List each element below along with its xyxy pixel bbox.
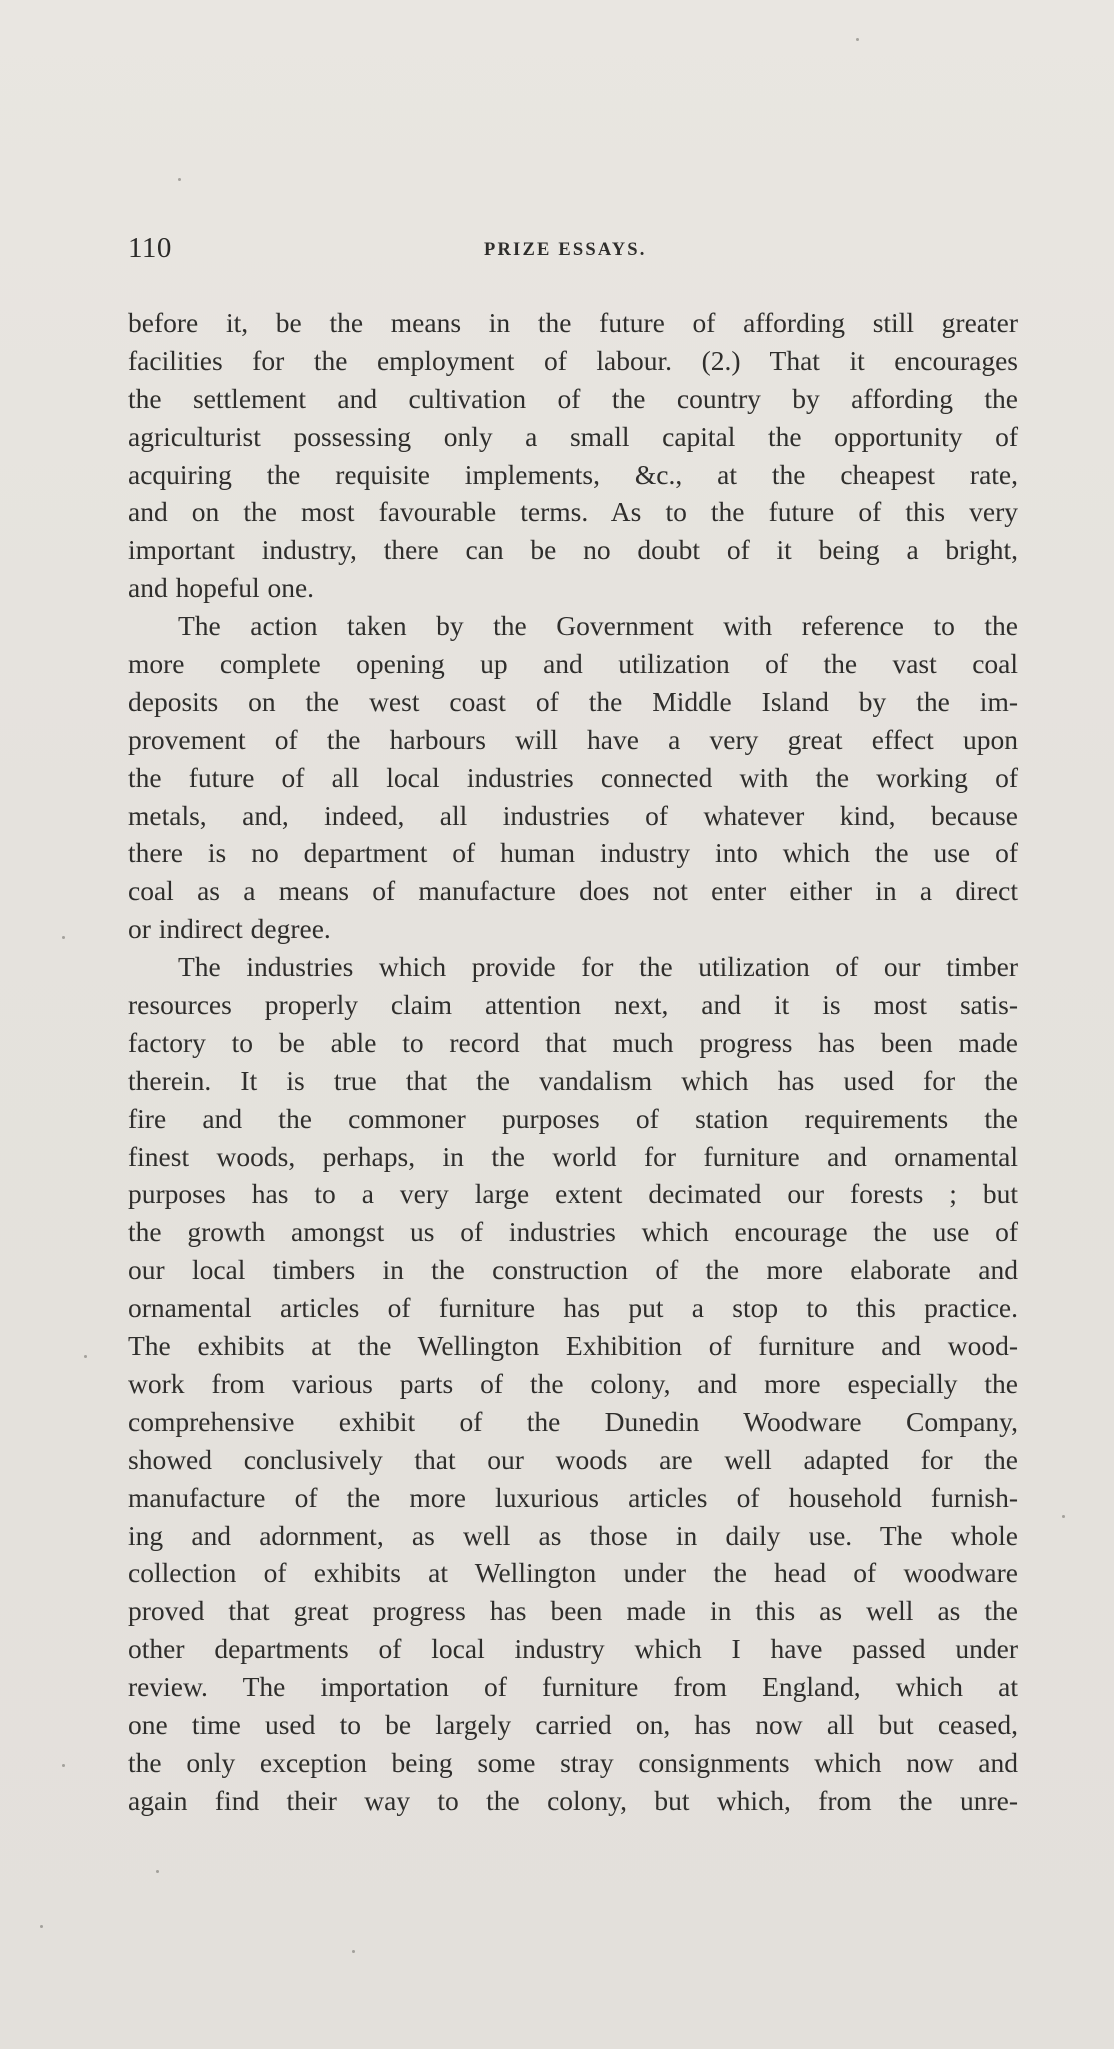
text-line: coal as a means of manufacture does not enter either in a direct: [128, 875, 1018, 907]
text-line: more complete opening up and utilization of the vast coal: [128, 648, 1018, 680]
text-line: and on the most favourable terms. As to the future of this very: [128, 496, 1018, 528]
page-header: [128, 232, 1018, 272]
text-line: the only exception being some stray consignments which now and: [128, 1746, 1018, 1778]
text-line: important industry, there can be no doubt of it being a bright,: [128, 534, 1018, 566]
text-line: our local timbers in the construction of the more elaborate and: [128, 1254, 1018, 1286]
paper-speck: [1062, 1515, 1065, 1518]
text-line: ing and adornment, as well as those in daily use. The whole: [128, 1519, 1018, 1551]
text-line: facilities for the employment of labour. (2.) That it encourages: [128, 344, 1018, 376]
paper-speck: [62, 1764, 65, 1767]
text-line: factory to be able to record that much progress has been made: [128, 1026, 1018, 1058]
text-line: work from various parts of the colony, and more especially the: [128, 1367, 1018, 1399]
text-line: showed conclusively that our woods are well adapted for the: [128, 1443, 1018, 1475]
paper-speck: [40, 1925, 43, 1928]
text-line: metals, and, indeed, all industries of whatever kind, because: [128, 799, 1018, 831]
text-line: finest woods, perhaps, in the world for furniture and ornamental: [128, 1140, 1018, 1172]
text-line: proved that great progress has been made in this as well as the: [128, 1595, 1018, 1627]
paper-speck: [84, 1355, 87, 1358]
text-line: acquiring the requisite implements, &c., at the cheapest rate,: [128, 458, 1018, 490]
paper-speck: [156, 1870, 159, 1873]
text-line: collection of exhibits at Wellington under the head of woodware: [128, 1557, 1018, 1589]
text-line: provement of the harbours will have a very great effect upon: [128, 723, 1018, 755]
text-line: resources properly claim attention next, and it is most satis-: [128, 989, 1018, 1021]
text-line: manufacture of the more luxurious articles of household furnish-: [128, 1481, 1018, 1513]
running-head: PRIZE ESSAYS.: [484, 240, 647, 260]
text-line: the settlement and cultivation of the country by affording the: [128, 382, 1018, 414]
page-number: 110: [128, 232, 172, 264]
text-line: the growth amongst us of industries which encourage the use of: [128, 1216, 1018, 1248]
paper-speck: [856, 38, 859, 41]
text-line: ornamental articles of furniture has put a stop to this practice.: [128, 1292, 1018, 1324]
text-line: again find their way to the colony, but which, from the unre-: [128, 1784, 1018, 1816]
text-line: there is no department of human industry into which the use of: [128, 837, 1018, 869]
text-line: agriculturist possessing only a small capital the opportunity of: [128, 420, 1018, 452]
text-line: therein. It is true that the vandalism which has used for the: [128, 1064, 1018, 1096]
text-line: purposes has to a very large extent decimated our forests ; but: [128, 1178, 1018, 1210]
text-line: and hopeful one.: [128, 572, 315, 604]
paper-speck: [352, 1950, 355, 1953]
text-line: the future of all local industries connected with the working of: [128, 761, 1018, 793]
text-line: The exhibits at the Wellington Exhibition of furniture and wood-: [128, 1330, 1018, 1362]
text-line: comprehensive exhibit of the Dunedin Woodware Company,: [128, 1405, 1018, 1437]
text-line: one time used to be largely carried on, has now all but ceased,: [128, 1708, 1018, 1740]
text-line: before it, be the means in the future of affording still greater: [128, 307, 1018, 338]
text-line: review. The importation of furniture from England, which at: [128, 1671, 1018, 1703]
text-line: deposits on the west coast of the Middle Island by the im-: [128, 685, 1018, 717]
text-line: or indirect degree.: [128, 913, 331, 945]
text-line: fire and the commoner purposes of station requirements the: [128, 1102, 1018, 1134]
paragraph-start-line: The action taken by the Government with reference to the: [178, 610, 1018, 642]
text-line: other departments of local industry which I have passed under: [128, 1633, 1018, 1665]
paper-speck: [62, 936, 65, 939]
paragraph-start-line: The industries which provide for the utilization of our timber: [178, 951, 1018, 983]
paper-speck: [178, 178, 181, 181]
body-text: [128, 304, 1018, 1820]
